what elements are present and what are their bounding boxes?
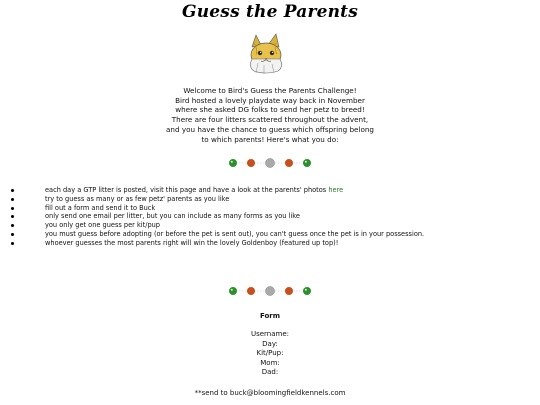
list-item — [11, 230, 424, 239]
list-item — [11, 204, 424, 213]
list-item — [11, 212, 424, 221]
list-item — [11, 195, 424, 204]
here-link[interactable]: here — [328, 186, 344, 194]
intro-line: where she asked DG folks to send her petz to breed! — [175, 105, 365, 115]
list-item — [11, 186, 424, 195]
page-title: Guess the Parents — [182, 2, 358, 22]
rule-text: try to guess as many or as few petz' parents as you like — [45, 194, 230, 203]
goldenboy-cat-image — [246, 33, 286, 75]
form-field-username: Username: — [250, 330, 290, 338]
intro-line: There are four litters scattered throughout the advent, — [171, 115, 369, 125]
bullet-icon — [11, 233, 14, 236]
bullet-icon — [11, 189, 14, 192]
rule-text: fill out a form and send it to Buck — [45, 203, 156, 212]
form-title: Form — [259, 312, 281, 320]
rule-text: each day a GTP litter is posted, visit this page and have a look at the parents' photos — [45, 186, 329, 194]
list-item — [11, 221, 424, 230]
rules-list — [11, 186, 424, 248]
form-field-dad: Dad: — [261, 368, 279, 376]
ornament-divider — [225, 285, 315, 297]
intro-line: Bird hosted a lovely playdate way back in November — [175, 95, 365, 105]
send-to-note: **send to buck@bloomingfieldkennels.com — [194, 389, 346, 397]
bullet-icon — [11, 242, 14, 245]
form-field-mom: Mom: — [260, 358, 280, 367]
rule-text: whoever guesses the most parents right will win the lovely Goldenboy (featured up top)! — [45, 238, 339, 247]
intro-text — [150, 86, 390, 144]
form-fields — [0, 330, 540, 378]
bullet-icon — [11, 215, 14, 218]
list-item — [11, 239, 424, 248]
bullet-icon — [11, 224, 14, 227]
rule-text: you must guess before adopting (or before the pet is sent out), you can't guess once the pet is in your possession. — [45, 229, 425, 238]
form-field-day: Day: — [262, 339, 278, 348]
intro-line: to which parents! Here's what you do: — [201, 134, 339, 144]
bullet-icon — [11, 198, 14, 201]
intro-line: Welcome to Bird's Guess the Parents Challenge! — [183, 86, 357, 95]
intro-line: and you have the chance to guess which offspring belong — [166, 124, 374, 134]
rule-text: you only get one guess per kit/pup — [45, 221, 160, 230]
ornament-divider — [225, 157, 315, 169]
form-field-kit-pup: Kit/Pup: — [256, 349, 284, 357]
rule-text: only send one email per litter, but you can include as many forms as you like — [45, 212, 300, 221]
bullet-icon — [11, 207, 14, 210]
